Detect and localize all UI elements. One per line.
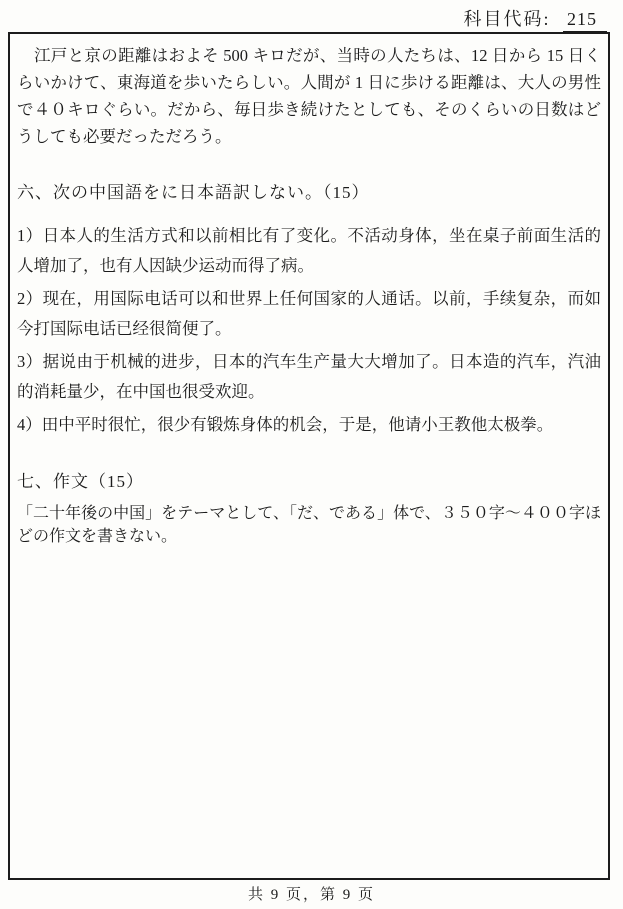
translation-item-4: 4）田中平时很忙，很少有锻炼身体的机会，于是，他请小王教他太极拳。: [17, 415, 554, 434]
section-seven-title: 七、作文（15）: [17, 472, 144, 491]
content-box: [8, 32, 610, 880]
translation-item-1: 1）日本人的生活方式和以前相比有了变化。不活动身体，坐在桌子前面生活的人增加了，也有人因缺少运动而得了病。: [17, 226, 601, 275]
translation-item-3: 3）据说由于机械的进步，日本的汽车生产量大大增加了。日本造的汽车，汽油的消耗量少，在中国也很受欢迎。: [17, 352, 601, 401]
page-footer: 共 9 页，第 9 页: [247, 887, 375, 903]
subject-code-label: 科目代码:: [463, 9, 551, 29]
section-six-title: 六、次の中国語をに日本語訳しない。（15）: [17, 183, 370, 202]
section-seven-body: 「二十年後の中国」をテーマとして、「だ、である」体で、３５０字～４００字ほどの作文を書きない。: [17, 505, 601, 545]
subject-code: [463, 5, 607, 33]
reading-passage: 江戸と京の距離はおよそ 500 キロだが、当時の人たちは、12 日から 15 日くらいかけて、東海道を歩いたらしい。人間が 1 日に歩ける距離は、大人の男性で４０キロぐらい。だから、毎日歩き続けたとしても、そのくらいの日数はどうしても必要だっただろう。: [17, 46, 602, 146]
translation-items: [17, 221, 601, 440]
translation-item-2: 2）现在，用国际电话可以和世界上任何国家的人通话。以前，手续复杂，而如今打国际电话已经很简便了。: [17, 289, 601, 338]
subject-code-value: 215: [563, 9, 607, 33]
